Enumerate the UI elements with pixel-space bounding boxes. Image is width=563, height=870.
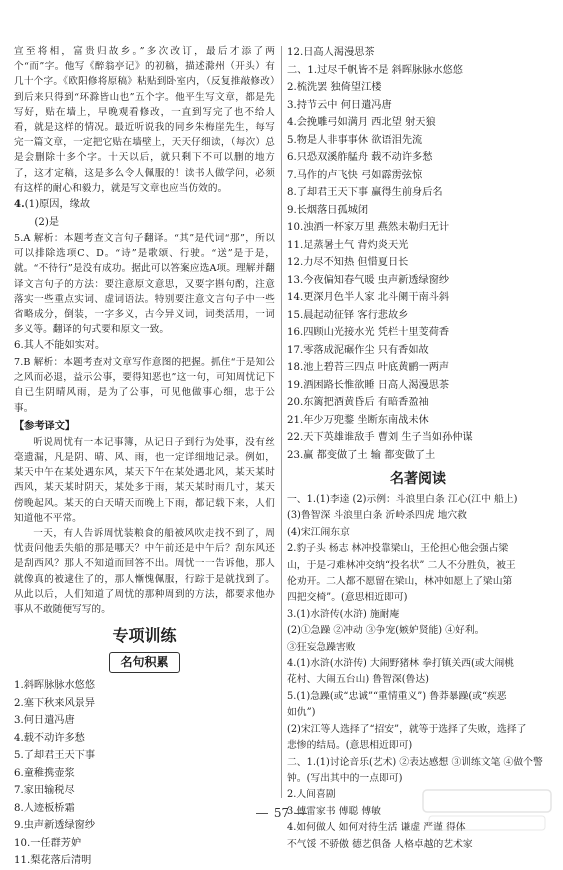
reading-line: 3.傅雷家书 傅聪 傅敏 bbox=[287, 805, 381, 817]
left-column bbox=[14, 44, 275, 870]
list-item: 18.池上碧苔三四点 叶底黄鹂一两声 bbox=[287, 362, 450, 373]
reading-line: (3)鲁智深 斗浪里白条 沂岭杀四虎 地穴救 bbox=[287, 510, 467, 522]
list-item: 12.日高人渴漫思茶 bbox=[287, 47, 375, 58]
list-item: 11.足蒸暑土气 背灼炎天光 bbox=[287, 239, 409, 251]
reading-line: (2)①急躁 ②冲动 ③争宠(嫉妒贤能) ④好利。 bbox=[287, 625, 485, 637]
list-item: 10.一任群芳妒 bbox=[14, 837, 82, 849]
list-item: 3.何日遣冯唐 bbox=[14, 715, 75, 727]
list-item: 12.力尽不知热 但惜夏日长 bbox=[287, 257, 409, 268]
list-item: 8.了却君王天下事 赢得生前身后名 bbox=[287, 187, 443, 198]
answer-7: 7.B 解析：本题考查对文章写作意图的把握。抓住“于是知公之风而必退，益示公事，要得知恶也”这一句，可知周忧记下自已生阴晴风雨，是为了公事，可见他做事心细，忠于公事。 bbox=[14, 356, 275, 414]
reading-line: 如仇”) bbox=[287, 707, 316, 719]
list-item: 23.赢 都变做了土 输 都变做了土 bbox=[287, 449, 436, 461]
reading-line: 悲惨的结局。(意思相近即可) bbox=[287, 740, 413, 752]
reading-line: 2.豹子头 杨志 林冲投靠梁山，王伦担心他会强占梁 bbox=[287, 543, 509, 555]
poem-lines-list bbox=[287, 79, 549, 464]
list-item: 1.斜晖脉脉水悠悠 bbox=[14, 680, 96, 692]
watermark-graphic bbox=[417, 786, 557, 834]
page-number-dash-left bbox=[256, 813, 268, 814]
reading-line: (4)宋江闹东京 bbox=[287, 526, 350, 538]
list-item: 8.人迹板桥霜 bbox=[14, 802, 75, 814]
list-item: 14.更深月色半人家 北斗阑干南斗斜 bbox=[287, 292, 450, 303]
list-item: 13.今夜偏知春气暖 虫声新透绿窗纱 bbox=[287, 274, 450, 286]
reading-line: 2.人间喜剧 bbox=[287, 789, 336, 801]
reading-line: 一、1.(1)李逵 (2)示例：斗浪里白条 江心(江中 船上) bbox=[287, 494, 518, 505]
list-item: 21.年少万兜鍪 坐断东南战未休 bbox=[287, 414, 429, 426]
list-item: 10.浊酒一杯家万里 燕然未勒归无计 bbox=[287, 222, 450, 233]
list-item: 4.载不动许多愁 bbox=[14, 732, 85, 744]
right-column bbox=[287, 44, 549, 853]
reading-line: 伦劝开。二人都不愿留在梁山，林冲如愿上了梁山第 bbox=[287, 576, 513, 588]
answer-4-1 bbox=[14, 196, 275, 214]
reading-section-title: 名著阅读 bbox=[390, 471, 446, 487]
answer-number: 4. bbox=[14, 198, 25, 211]
reading-line: 4.(1)水浒(水浒传) 大闹野猪林 拳打镇关西(或大闹桃 bbox=[287, 658, 515, 670]
reading-line: ③狂妄急躁害败 bbox=[287, 641, 356, 653]
list-item: 9.虫声新透绿窗纱 bbox=[14, 820, 96, 832]
reading-line: 山，于是刁难林冲交纳“投名状” 二人不分胜负，被王 bbox=[287, 559, 516, 571]
list-item: 17.零落成泥碾作尘 只有香如故 bbox=[287, 344, 429, 356]
list-item: 5.了却君王天下事 bbox=[14, 750, 96, 762]
list-item: 6.只恐双溪舴艋舟 载不动许多愁 bbox=[287, 152, 433, 163]
answer-text: (2)是 bbox=[34, 216, 60, 228]
list-item: 9.长烟落日孤城闭 bbox=[287, 204, 369, 216]
famous-lines-list bbox=[14, 677, 275, 870]
list-item: 7.家田输税尽 bbox=[14, 785, 75, 797]
intro-paragraph: 宣至将相，富贵归故乡。”多次改订，最后才添了两个“而”字。他写《醉翁亭记》的初稿，描述滁州（开头）有几十个字。《欧阳修将原稿》粘贴到卧室内，（反复推敲修改）到后来只得到“环滁皆山也”五个字。他平生写文章，都是先写好，贴在墙上，早晚观看修改，一直到写完了也不给人看，就是这样的情况。最近听说我的同乡朱梅崖先生，每写完一篇文章，一定把它贴在墙壁上，天天仔细读，（每次）总是会删除十多个字。十天以后，就只剩下不可以删的地方了，这才定稿，这是多么令人佩服的！读书人做学问，必须有这样的耐心和毅力，就是写文章也应当仿效的。 bbox=[14, 46, 275, 194]
column-divider bbox=[281, 46, 282, 798]
section-title: 专项训练 bbox=[112, 626, 177, 646]
list-item: 16.四顾山光接水光 凭栏十里芰荷香 bbox=[287, 327, 450, 338]
reading-line: 四把交椅”。(意思相近即可) bbox=[287, 592, 408, 604]
list-item: 15.晨起动征铎 客行悲故乡 bbox=[287, 309, 409, 321]
reading-line: 花村、大闹五台山) 鲁智深(鲁达) bbox=[287, 674, 429, 686]
reference-translation-heading: 【参考译文】 bbox=[14, 419, 76, 432]
list-item: 3.持节云中 何日遣冯唐 bbox=[287, 99, 392, 111]
reading-line: (2)宋江等人选择了“招安”，就等于选择了失败，选择了 bbox=[287, 723, 527, 735]
list-item: 20.东篱把酒黄昏后 有暗香盈袖 bbox=[287, 397, 429, 408]
answer-4-2 bbox=[14, 214, 275, 232]
reading-line: 5.(1)急躁(或“忠诚”“重情重义”) 鲁莽暴躁(或“疾恶 bbox=[287, 690, 507, 702]
answer-6: 6.其人不能如实对。 bbox=[14, 340, 106, 352]
list-item: 2.梳洗罢 独倚望江楼 bbox=[287, 82, 382, 93]
part-two-heading: 二、1.过尽千帆皆不是 斜晖脉脉水悠悠 bbox=[287, 64, 463, 76]
subsection-title: 名句积累 bbox=[109, 652, 179, 673]
list-item: 2.塞下秋来风景异 bbox=[14, 697, 96, 709]
answer-text: (1)原因，缘故 bbox=[24, 199, 91, 211]
reading-line: 钟。(写出其中的一点即可) bbox=[287, 772, 403, 784]
list-item: 4.会挽雕弓如满月 西北望 射天狼 bbox=[287, 117, 436, 128]
list-item: 19.酒困路长惟欲睡 日高人渴漫思茶 bbox=[287, 379, 450, 391]
page-number-dash-right bbox=[295, 813, 307, 814]
page-number-text: 57 bbox=[273, 806, 290, 820]
reading-line: 不气馁 不骄傲 德艺俱备 人格卓越的艺术家 bbox=[287, 838, 473, 850]
list-item: 7.马作的卢飞快 弓如霹雳弦惊 bbox=[287, 169, 423, 181]
list-item: 11.梨花落后清明 bbox=[14, 855, 92, 867]
reading-line: 3.(1)水浒传(水浒) 施耐庵 bbox=[287, 608, 400, 620]
reading-line: 二、1.(1)讨论音乐(艺术) ②表达感想 ③训练文笔 ④做个警 bbox=[287, 756, 543, 768]
answer-5: 5.A 解析：本题考查文言句子翻译。“其”是代词“那”，所以可以排除选项C、D。“诗”是歌颂、行驶。“送”是于是，就。“不待行”是没有成功。据此可以答案应选A项。理解并翻译文言句子的方法：要注意原文意思，又要字斟句酌，注意落实一些重点实词、虚词语法。特别要注意文言句子中一些省略成分，倒装，一字多义，古今异义词，词类活用，一词多义等。翻译的句式要和原文一致。 bbox=[14, 233, 275, 336]
watermark-logo bbox=[417, 786, 557, 834]
subsection-title-wrap bbox=[14, 651, 275, 673]
list-item: 22.天下英雄谁敌手 曹刘 生子当如孙仲谋 bbox=[287, 432, 473, 443]
translation-paragraph-2: 一天，有人告诉周忧装粮食的船被风吹走找不到了，周忧责问他丢失船的那是哪天？中午前还是中午后？刮东风还是刮西风？那人不知道而回答不出。周忧一一告诉他，那人就像真的被逮住了的，那人慚愧佩服，行踪于是就找到了。从此以后，人们知道了周忧的那种周到的方法，都要求他办事从不敢随便写写的。 bbox=[14, 527, 275, 615]
intro-paragraph-block bbox=[14, 44, 275, 196]
list-item: 5.物是人非事事休 欲语泪先流 bbox=[287, 134, 423, 146]
list-item: 6.童稚携壶浆 bbox=[14, 767, 75, 779]
translation-paragraph-1: 听说周忧有一本记事簿，从记日子到行为处事，没有丝毫遗漏，凡是阴、晴、风、雨，也一定详细地记录。例如，某天中午在某处遇东风，某天下午在某处遇北风，某天某时西风，某天某时阴天，某处多于雨，某天某时雨几寸，某天傍晚起风。某天的白天晴天而晚上下雨，都记载下来，人们知道他不平常。 bbox=[14, 436, 275, 524]
reading-line: 4.如何做人 如何对待生活 谦虚 严谨 得体 bbox=[287, 822, 466, 834]
